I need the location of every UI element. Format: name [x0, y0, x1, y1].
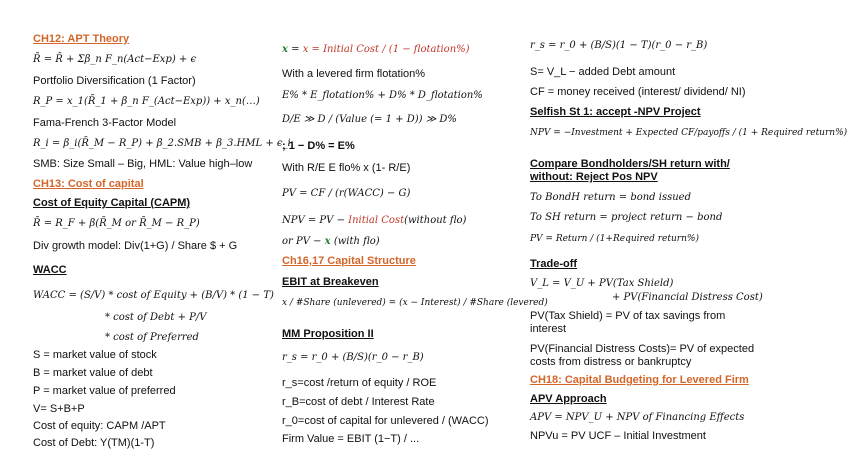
text-levered-flotation: With a levered firm flotation% — [282, 68, 426, 80]
initial-cost-term: x = Initial Cost / (1 − flotation%) — [302, 44, 470, 55]
text-rb-definition: r_B=cost of debt / Interest Rate — [282, 396, 435, 408]
heading-apv-approach: APV Approach — [530, 393, 607, 405]
formula-npv-selfish: NPV = −Investment + Expected CF/payoffs / (1 + Required return%) — [530, 128, 847, 138]
text-s-definition: S = market value of stock — [33, 349, 157, 361]
text-cf-definition: CF = money received (interest/ dividend/ NI) — [530, 86, 746, 98]
text-b-definition: B = market value of debt — [33, 367, 153, 379]
heading-mm-proposition-2: MM Proposition II — [282, 328, 374, 340]
heading-compare-bondholders: Compare Bondholders/SH return with/ — [530, 158, 730, 170]
formula-wacc-debt: * cost of Debt + P/V — [105, 312, 207, 323]
text-p-definition: P = market value of preferred — [33, 385, 176, 397]
text-smb-hml: SMB: Size Small – Big, HML: Value high–low — [33, 158, 253, 170]
heading-selfish-strategy-1: Selfish St 1: accept -NPV Project — [530, 106, 701, 118]
formula-pv-return: PV = Return / (1+Required return%) — [530, 234, 699, 244]
formula-pv-growing: PV = CF / (r(WACC) − G) — [282, 188, 411, 199]
formula-apv: APV = NPV_U + NPV of Financing Effects — [530, 412, 745, 423]
text-cost-of-debt: Cost of Debt: Y(TM)(1-T) — [33, 437, 155, 449]
formula-trade-off-distress: + PV(Financial Distress Cost) — [612, 292, 763, 303]
formula-wacc: WACC = (S/V) * cost of Equity + (B/V) * (1 − T) — [33, 290, 274, 301]
heading-reject-pos-npv: without: Reject Pos NPV — [530, 171, 658, 183]
heading-wacc: WACC — [33, 264, 67, 276]
text-rs-definition: r_s=cost /return of equity / ROE — [282, 377, 437, 389]
text-fama-french: Fama-French 3-Factor Model — [33, 117, 177, 129]
text-div-growth-model: Div growth model: Div(1+G) / Share $ + G — [33, 240, 238, 252]
heading-trade-off: Trade-off — [530, 258, 578, 270]
formula-npv-with-flo: or PV − x (with flo) — [282, 236, 380, 247]
column-1 — [33, 0, 291, 449]
formula-portfolio-return: R_P = x_1(R̄_1 + β_n F_(Act−Exp)) + x_n(…) — [33, 96, 260, 107]
formula-debt-equity: D/E ≫ D / (Value (= 1 + D)) ≫ D% — [282, 114, 457, 125]
heading-ch18-levered-budgeting: CH18: Capital Budgeting for Levered Firm — [530, 374, 749, 386]
formula-fama-french: R_i = β_i(R̄_M − R_P) + β_2.SMB + β_3.HML + ϵ_i — [33, 138, 291, 149]
formula-mm-prop-2: r_s = r_0 + (B/S)(r_0 − r_B) — [282, 352, 424, 363]
column-2 — [282, 0, 548, 445]
formula-apt-return: R̄ = R̄ + Σβ_n F_n(Act−Exp) + ϵ — [33, 54, 197, 65]
formula-bondholder-return: To BondH return = bond issued — [530, 192, 691, 203]
text-s-levered-value: S= V_L − added Debt amount — [530, 66, 676, 78]
text-npvu-definition: NPVu = PV UCF – Initial Investment — [530, 430, 706, 442]
column-3 — [530, 0, 847, 442]
text-cost-of-equity: Cost of equity: CAPM /APT — [33, 420, 166, 432]
formula-weighted-flotation: E% * E_flotation% + D% * D_flotation% — [282, 90, 483, 101]
text-pv-tax-shield: PV(Tax Shield) = PV of tax savings from — [530, 310, 726, 322]
heading-ch16-17-capital-structure: Ch16,17 Capital Structure — [282, 255, 416, 267]
formula-npv-without-flo: NPV = PV − Initial Cost(without flo) — [282, 215, 467, 226]
text-pv-distress-costs: PV(Financial Distress Costs)= PV of expected — [530, 343, 755, 355]
text-pv-distress-costs-cont: costs from distress or bankruptcy — [530, 356, 692, 368]
text-r0-definition: r_0=cost of capital for unlevered / (WACC) — [282, 415, 489, 427]
heading-ebit-breakeven: EBIT at Breakeven — [282, 276, 379, 288]
text-firm-value: Firm Value = EBIT (1−T) / ... — [282, 433, 420, 445]
heading-cost-of-equity-capm: Cost of Equity Capital (CAPM) — [33, 197, 191, 209]
formula-wacc-preferred: * cost of Preferred — [105, 332, 199, 343]
text-pv-tax-shield-cont: interest — [530, 323, 567, 335]
formula-flotation-cost: x = x = Initial Cost / (1 − flotation%) — [282, 44, 470, 55]
formula-ebit-breakeven: x / #Share (unlevered) = (x − Interest) / #Share (levered) — [282, 298, 548, 308]
formula-mm-prop-2-tax: r_s = r_0 + (B/S)(1 − T)(r_0 − r_B) — [530, 40, 708, 51]
formula-capm: R̄ = R_F + β(R̄_M or R̄_M − R_P) — [33, 218, 200, 229]
heading-ch12-apt: CH12: APT Theory — [33, 33, 130, 45]
formula-equity-weight: ; 1 − D% = E% — [282, 140, 355, 152]
formula-trade-off-tax-shield: V_L = V_U + PV(Tax Shield) — [530, 278, 674, 289]
formula-shareholder-return: To SH return = project return − bond — [530, 212, 723, 223]
text-retained-earnings-flotation: With R/E E flo% x (1- R/E) — [282, 162, 411, 174]
text-portfolio-diversification: Portfolio Diversification (1 Factor) — [33, 75, 196, 87]
text-v-definition: V= S+B+P — [33, 403, 85, 415]
heading-ch13-cost-of-capital: CH13: Cost of capital — [33, 178, 144, 190]
